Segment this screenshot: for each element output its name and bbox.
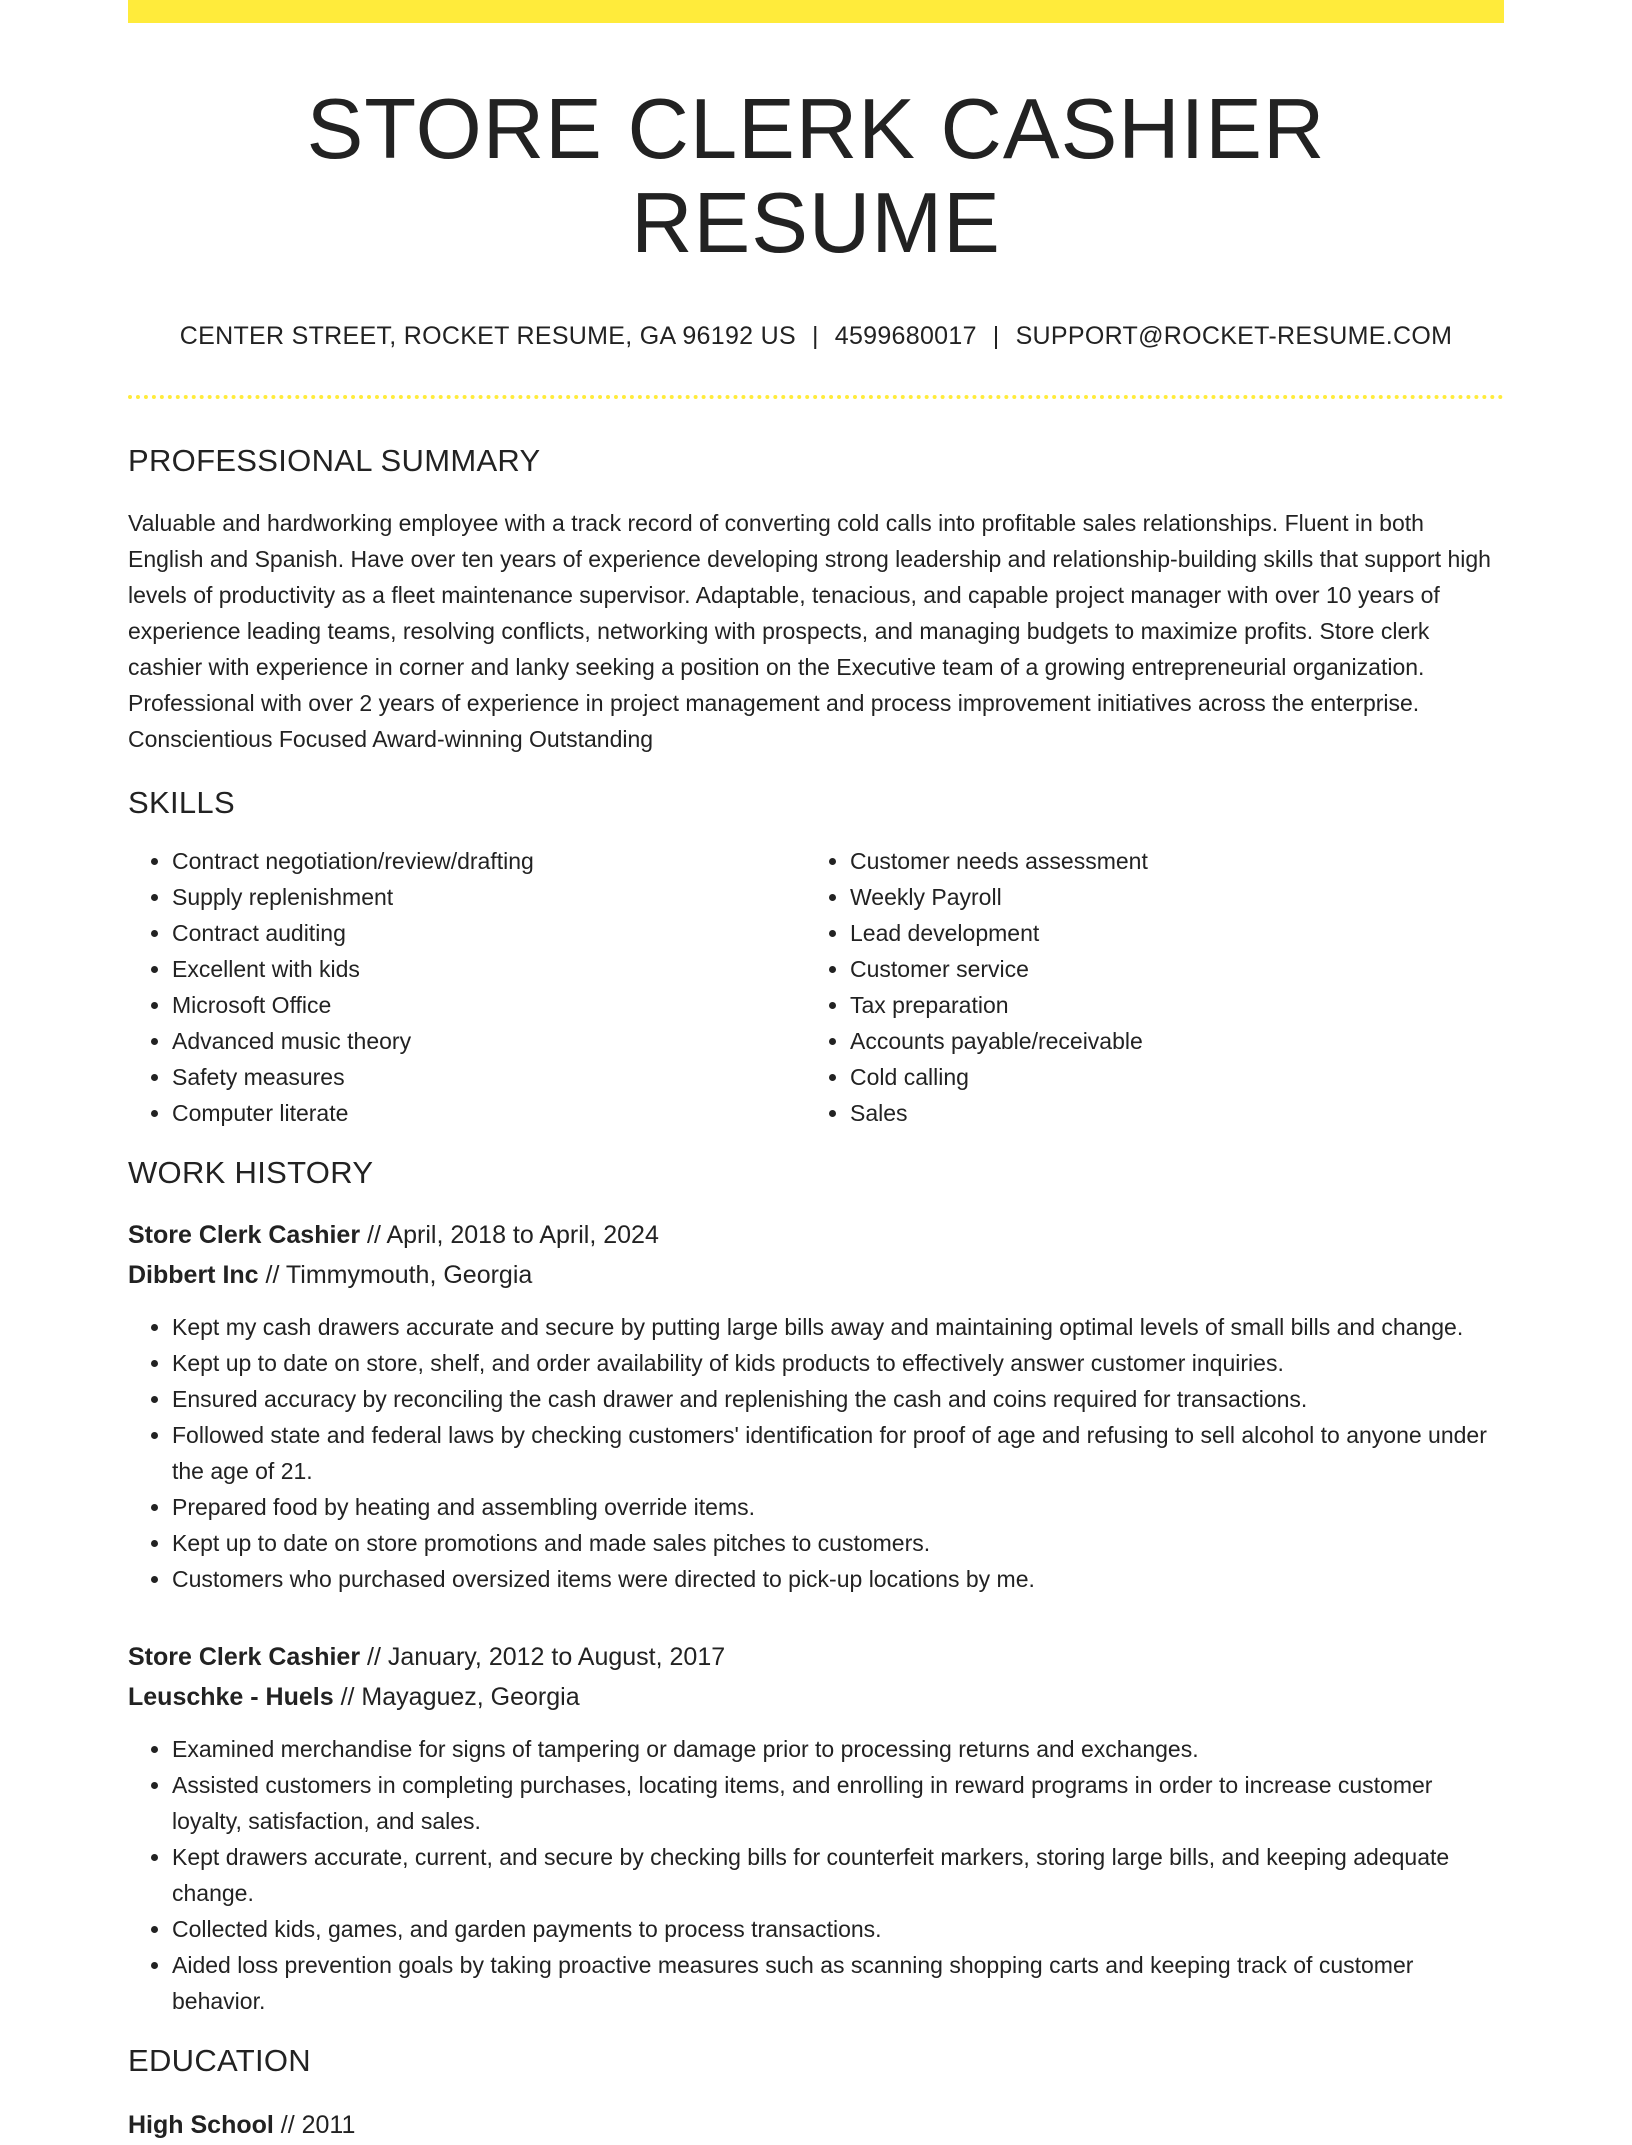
job-company: Dibbert Inc: [128, 1261, 259, 1289]
job-location: // Timmymouth, Georgia: [265, 1261, 533, 1289]
job-title-line: [128, 1637, 1504, 1677]
job-bullet: • Followed state and federal laws by checking customers' identification for proof of age and refusing to sell alcohol to anyone under the age of 21.: [172, 1417, 1504, 1489]
contact-separator: |: [992, 322, 1000, 350]
section-heading: EDUCATION: [128, 2043, 311, 2078]
skill-item: • Customer service: [850, 951, 1484, 987]
job-bullet: • Kept my cash drawers accurate and secure by putting large bills away and maintaining optimal levels of small bills and change.: [172, 1309, 1504, 1345]
skill-item: • Contract negotiation/review/drafting: [172, 843, 806, 879]
job-bullet: • Examined merchandise for signs of tampering or damage prior to processing returns and exchanges.: [172, 1731, 1504, 1767]
contact-line: [128, 322, 1504, 351]
skills-column-right: [806, 843, 1484, 1131]
dotted-divider: [128, 395, 1504, 399]
education-year: // 2011: [280, 2111, 356, 2139]
work-history-section: [128, 1155, 1504, 2019]
job-entry: [128, 1215, 1504, 1597]
contact-phone: 4599680017: [834, 322, 977, 350]
skill-item: • Supply replenishment: [172, 879, 806, 915]
skill-item: • Lead development: [850, 915, 1484, 951]
job-bullet: • Assisted customers in completing purchases, locating items, and enrolling in reward programs in order to increase customer loyalty, satisfaction, and sales.: [172, 1767, 1504, 1839]
job-list: [128, 1215, 1504, 2019]
contact-address: CENTER STREET, ROCKET RESUME, GA 96192 US: [179, 322, 796, 350]
skill-item: • Microsoft Office: [172, 987, 806, 1023]
resume-title: STORE CLERK CASHIER RESUME: [306, 82, 1326, 271]
contact-email: SUPPORT@ROCKET-RESUME.COM: [1015, 322, 1453, 350]
job-title-line: [128, 1215, 1504, 1255]
job-bullet: • Kept drawers accurate, current, and secure by checking bills for counterfeit markers, storing large bills, and keeping adequate change.: [172, 1839, 1504, 1911]
skill-item: • Safety measures: [172, 1059, 806, 1095]
accent-top-bar: [128, 0, 1504, 23]
summary-text: Valuable and hardworking employee with a track record of converting cold calls into profitable sales relationships. Fluent in both English and Spanish. Have over ten years of experience developing strong leadership and relationship-building skills that support high levels of productivity as a fleet maintenance supervisor. Adaptable, tenacious, and capable project manager with over 10 years of experience leading teams, resolving conflicts, networking with prospects, and managing budgets to maximize profits. Store clerk cashier with experience in corner and lanky seeking a position on the Executive team of a growing entrepreneurial organization. Professional with over 2 years of experience in project management and process improvement initiatives across the enterprise. Conscientious Focused Award-winning Outstanding: [128, 510, 1491, 752]
job-dates: // January, 2012 to August, 2017: [367, 1643, 726, 1671]
contact-separator: |: [811, 322, 819, 350]
job-location: // Mayaguez, Georgia: [340, 1683, 580, 1711]
section-heading: SKILLS: [128, 785, 235, 820]
job-bullet: • Kept up to date on store promotions and made sales pitches to customers.: [172, 1525, 1504, 1561]
job-bullet: • Prepared food by heating and assembling override items.: [172, 1489, 1504, 1525]
job-dates: // April, 2018 to April, 2024: [367, 1221, 659, 1249]
job-bullet: • Collected kids, games, and garden payments to process transactions.: [172, 1911, 1504, 1947]
job-bullets: [128, 1731, 1504, 2019]
section-heading: PROFESSIONAL SUMMARY: [128, 443, 541, 478]
skill-item: • Cold calling: [850, 1059, 1484, 1095]
skill-item: • Excellent with kids: [172, 951, 806, 987]
job-title: Store Clerk Cashier: [128, 1643, 361, 1671]
job-bullet: • Customers who purchased oversized items were directed to pick-up locations by me.: [172, 1561, 1504, 1597]
professional-summary-section: [128, 443, 1504, 757]
skill-item: • Computer literate: [172, 1095, 806, 1131]
education-degree: High School: [128, 2111, 274, 2139]
skill-item: • Contract auditing: [172, 915, 806, 951]
section-heading: WORK HISTORY: [128, 1155, 374, 1190]
job-bullet: • Aided loss prevention goals by taking proactive measures such as scanning shopping carts and keeping track of customer behavior.: [172, 1947, 1504, 2019]
job-company-line: [128, 1255, 1504, 1295]
skill-item: • Weekly Payroll: [850, 879, 1484, 915]
job-company: Leuschke - Huels: [128, 1683, 334, 1711]
education-section: [128, 2043, 1504, 2145]
resume-page: [128, 0, 1504, 2145]
skill-item: • Accounts payable/receivable: [850, 1023, 1484, 1059]
job-entry: [128, 1637, 1504, 2019]
job-bullet: • Ensured accuracy by reconciling the cash drawer and replenishing the cash and coins required for transactions.: [172, 1381, 1504, 1417]
skills-section: [128, 785, 1504, 1131]
skills-column-left: [128, 843, 806, 1131]
skill-item: • Customer needs assessment: [850, 843, 1484, 879]
job-company-line: [128, 1677, 1504, 1717]
skill-item: • Tax preparation: [850, 987, 1484, 1023]
education-entry: [128, 2105, 1504, 2145]
skill-item: • Advanced music theory: [172, 1023, 806, 1059]
skills-columns: [128, 843, 1504, 1131]
job-bullet: • Kept up to date on store, shelf, and order availability of kids products to effectively answer customer inquiries.: [172, 1345, 1504, 1381]
job-bullets: [128, 1309, 1504, 1597]
skill-item: • Sales: [850, 1095, 1484, 1131]
job-title: Store Clerk Cashier: [128, 1221, 361, 1249]
